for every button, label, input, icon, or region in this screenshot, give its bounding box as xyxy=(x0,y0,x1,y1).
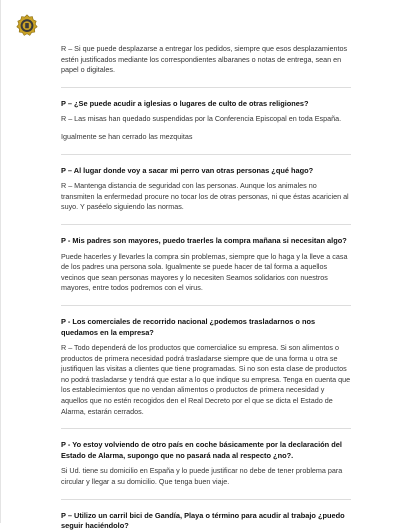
divider xyxy=(61,305,351,306)
faq-answer: Puede hacerles y llevarles la compra sin problemas, siempre que lo haga y la lleve a casa de los padres una persona sola. Igualmente se puede hacer de tal forma a aquellos vecinos que sean personas mayores y lo necesiten Seamos solidarios con nuestros mayores, entre todos podremos con el virus. xyxy=(61,251,348,293)
faq-block xyxy=(61,44,351,76)
faq-answer: Si Ud. tiene su domicilio en España y lo puede justificar no debe de tener problema para circular y llegar a su domicilio. Que tenga buen viaje. xyxy=(61,466,343,487)
faq-content xyxy=(61,44,351,532)
divider xyxy=(61,87,351,88)
faq-question: P – ¿Se puede acudir a iglesias o lugares de culto de otras religiones? xyxy=(61,98,309,108)
divider xyxy=(61,224,351,225)
faq-block xyxy=(61,317,351,417)
faq-question: P - Mis padres son mayores, puedo traerles la compra mañana si necesitan algo? xyxy=(61,235,347,245)
faq-question: P – Al lugar donde voy a sacar mi perro van otras personas ¿qué hago? xyxy=(61,165,314,175)
faq-answer: R – Si que puede desplazarse a entregar los pedidos, siempre que esos desplazamientos estén justificados mediante los correspondientes albaranes o notas de entrega, sean en papel o digitales. xyxy=(61,44,348,75)
faq-answer: R – Las misas han quedado suspendidas por la Conferencia Episcopal en toda España. xyxy=(61,114,342,124)
divider xyxy=(61,499,351,500)
faq-block xyxy=(61,166,351,213)
faq-question: P - Los comerciales de recorrido nacional ¿podemos trasladarnos o nos quedamos en la empresa? xyxy=(61,316,316,337)
faq-block xyxy=(61,236,351,294)
police-badge-icon xyxy=(15,14,39,38)
faq-question: P - Yo estoy volviendo de otro país en coche básicamente por la declaración del Estado de Alarma, supongo que no pasará nada al respecto ¿no?. xyxy=(61,440,342,460)
faq-question: P – Utilizo un carril bici de Gandía, Playa o término para acudir al trabajo ¿puedo seguir haciéndolo? xyxy=(61,510,345,531)
faq-block xyxy=(61,440,351,487)
faq-answer: R – Mantenga distancia de seguridad con las personas. Aunque los animales no transmiten la enfermedad procure no tocar los de otras personas, ni que éstas acaricien al suyo. Y paséelo siguiendo las normas. xyxy=(61,181,349,212)
divider xyxy=(61,428,351,429)
faq-block xyxy=(61,511,351,532)
divider xyxy=(61,154,351,155)
faq-answer: Igualmente se han cerrado las mezquitas xyxy=(61,131,193,141)
faq-block xyxy=(61,99,351,143)
faq-answer: R – Todo dependerá de los productos que comercialice su empresa. Si son alimentos o productos de primera necesidad podrá trasladarse siempre que de una forma u otra se justifiquen las visitas a clientes que tiene programadas. Si no son esta clase de productos no podrá trasladarse y tendrá que estar a lo que indique su empresa. Tenga en cuenta que los establecimientos que no vendan alimentos o productos de primera necesidad y aquellos que no estén recogidos den el Real Decreto por el que se dicta el Estado de Alarma, estarán cerrados. xyxy=(61,343,351,416)
